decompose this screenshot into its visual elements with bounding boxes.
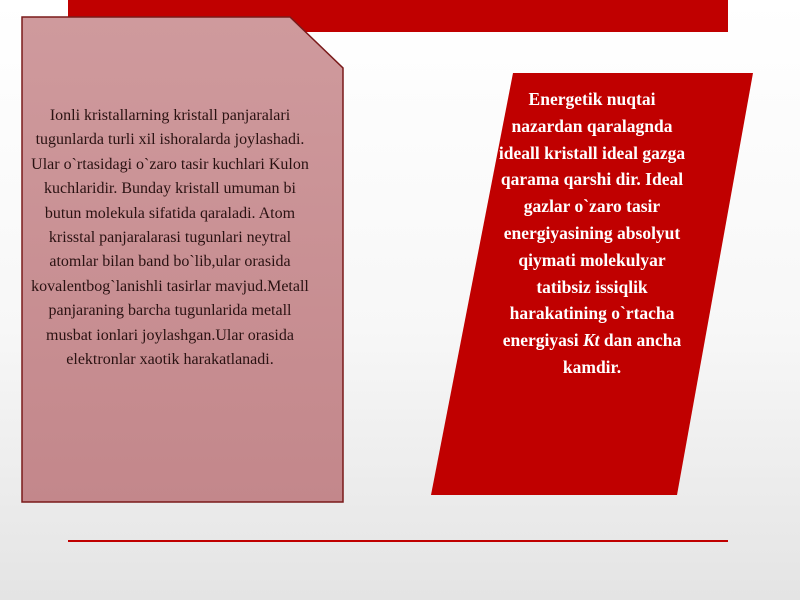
- right-card-text-end: dan ancha kamdir.: [562, 330, 682, 377]
- right-card-text-main: Energetik nuqtai nazardan qaralagnda ideall kristall ideal gazga qarama qarshi dir. Ideal gazlar o`zaro tasir energiyasining absolyut qiymati molekulyar tatibsiz issiqlik harakatining o`rtacha energiyasi: [498, 89, 686, 351]
- left-card-text: Ionli kristallarning kristall panjaralari tugunlarda turli xil ishoralarda joylashadi. Ular o`rtasidagi o`zaro tasir kuchlari Kulon kuchlaridir. Bunday kristall umuman bi butun molekula sifatida qaraladi. Atom krisstal panjaralarasi tugunlari neytral atomlar bilan band bo`lib,ular orasida kovalentbog`lanishli tasirlar mavjud.Metall panjaraning barcha tugunlarida metall musbat ionlari joylashgan.Ular orasida elektronlar xaotik harakatlanadi.: [31, 107, 309, 369]
- bottom-divider-line: [68, 540, 728, 542]
- right-card-text-symbol: Kt: [582, 330, 600, 351]
- right-card-text: [492, 86, 692, 381]
